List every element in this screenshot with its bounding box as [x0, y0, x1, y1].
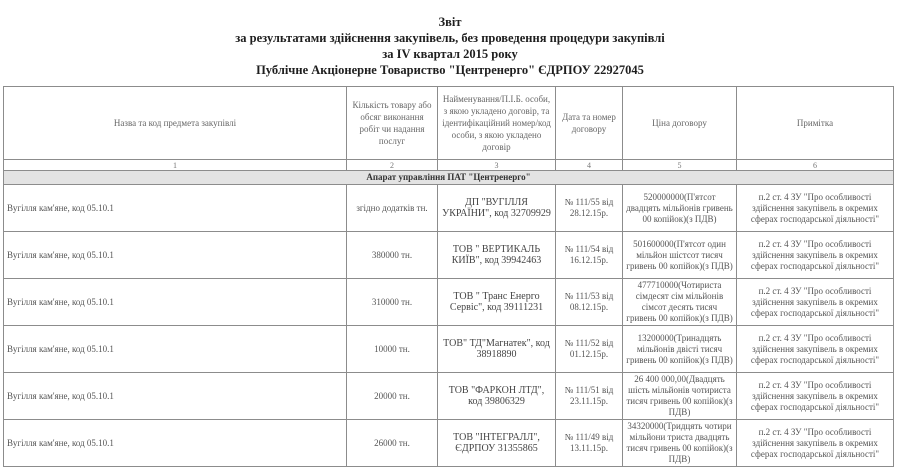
note-cell: п.2 ст. 4 ЗУ "Про особливості здійснення закупівель в окремих сферах господарської діяльності"	[737, 420, 894, 467]
quantity-cell: 26000 тн.	[347, 420, 438, 467]
column-number: 2	[347, 160, 438, 171]
column-number: 1	[4, 160, 347, 171]
quantity-cell: 380000 тн.	[347, 232, 438, 279]
table-row	[4, 420, 894, 467]
column-header-note: Примітка	[737, 87, 894, 160]
price-cell: 477710000(Чотириста сімдесят сім мільйонів сімсот десять тисяч гривень 00 копійок)(з ПДВ)	[623, 279, 737, 326]
quantity-cell: 310000 тн.	[347, 279, 438, 326]
table-row	[4, 373, 894, 420]
table-row	[4, 326, 894, 373]
column-header-contract: Дата та номер договору	[556, 87, 623, 160]
section-title: Апарат управління ПАТ "Центренерго"	[4, 171, 894, 185]
counterparty-cell: ДП "ВУГІЛЛЯ УКРАЇНИ", код 32709929	[438, 185, 556, 232]
column-number: 6	[737, 160, 894, 171]
report-organization: Публічне Акціонерне Товариство "Центренерго" ЄДРПОУ 22927045	[256, 63, 644, 77]
contract-cell: № 111/52 від 01.12.15р.	[556, 326, 623, 373]
contract-cell: № 111/54 від 16.12.15р.	[556, 232, 623, 279]
report-subtitle: за результатами здійснення закупівель, без проведення процедури закупівлі	[235, 31, 665, 45]
note-cell: п.2 ст. 4 ЗУ "Про особливості здійснення закупівель в окремих сферах господарської діяльності"	[737, 232, 894, 279]
contract-cell: № 111/53 від 08.12.15р.	[556, 279, 623, 326]
note-cell: п.2 ст. 4 ЗУ "Про особливості здійснення закупівель в окремих сферах господарської діяльності"	[737, 373, 894, 420]
counterparty-cell: ТОВ "ФАРКОН ЛТД", код 39806329	[438, 373, 556, 420]
quantity-cell: 20000 тн.	[347, 373, 438, 420]
report-period: за IV квартал 2015 року	[382, 47, 518, 61]
table-row	[4, 185, 894, 232]
counterparty-cell: ТОВ" ТД"Магнатек", код 38918890	[438, 326, 556, 373]
item-name-cell: Вугілля кам'яне, код 05.10.1	[4, 279, 347, 326]
section-row	[4, 171, 894, 185]
contract-cell: № 111/51 від 23.11.15р.	[556, 373, 623, 420]
procurement-table	[3, 86, 894, 467]
contract-cell: № 111/55 від 28.12.15р.	[556, 185, 623, 232]
column-number: 4	[556, 160, 623, 171]
table-header-row	[4, 87, 894, 160]
price-cell: 26 400 000,00(Двадцять шість мільйонів чотириста тисяч гривень 00 копійок)(з ПДВ)	[623, 373, 737, 420]
quantity-cell: згідно додатків тн.	[347, 185, 438, 232]
column-number: 5	[623, 160, 737, 171]
column-header-price: Ціна договору	[623, 87, 737, 160]
quantity-cell: 10000 тн.	[347, 326, 438, 373]
column-header-quantity: Кількість товару або обсяг виконання робіт чи надання послуг	[347, 87, 438, 160]
note-cell: п.2 ст. 4 ЗУ "Про особливості здійснення закупівель в окремих сферах господарської діяльності"	[737, 326, 894, 373]
counterparty-cell: ТОВ "ІНТЕГРАЛЛ", ЄДРПОУ 31355865	[438, 420, 556, 467]
item-name-cell: Вугілля кам'яне, код 05.10.1	[4, 326, 347, 373]
counterparty-cell: ТОВ " Транс Енерго Сервіс", код 39111231	[438, 279, 556, 326]
item-name-cell: Вугілля кам'яне, код 05.10.1	[4, 420, 347, 467]
item-name-cell: Вугілля кам'яне, код 05.10.1	[4, 185, 347, 232]
table-row	[4, 279, 894, 326]
price-cell: 501600000(П'ятсот один мільйон шістсот тисяч гривень 00 копійок)(з ПДВ)	[623, 232, 737, 279]
column-number: 3	[438, 160, 556, 171]
note-cell: п.2 ст. 4 ЗУ "Про особливості здійснення закупівель в окремих сферах господарської діяльності"	[737, 185, 894, 232]
report-title: Звіт	[438, 15, 462, 29]
column-header-counterparty: Найменування/П.І.Б. особи, з якою укладено договір, та ідентифікаційний номер/код особи, з якою укладено договір	[438, 87, 556, 160]
column-header-item: Назва та код предмета закупівлі	[4, 87, 347, 160]
table-row	[4, 232, 894, 279]
counterparty-cell: ТОВ " ВЕРТИКАЛЬ КИЇВ", код 39942463	[438, 232, 556, 279]
price-cell: 520000000(П'ятсот двадцять мільйонів гривень 00 копійок)(з ПДВ)	[623, 185, 737, 232]
report-header	[0, 0, 900, 78]
column-number-row	[4, 160, 894, 171]
price-cell: 34320000(Тридцять чотири мільйони триста двадцять тисяч гривень 00 копійок)(з ПДВ)	[623, 420, 737, 467]
item-name-cell: Вугілля кам'яне, код 05.10.1	[4, 373, 347, 420]
contract-cell: № 111/49 від 13.11.15р.	[556, 420, 623, 467]
item-name-cell: Вугілля кам'яне, код 05.10.1	[4, 232, 347, 279]
note-cell: п.2 ст. 4 ЗУ "Про особливості здійснення закупівель в окремих сферах господарської діяльності"	[737, 279, 894, 326]
price-cell: 13200000(Тринадцять мільйонів двісті тисяч гривень 00 копійок)(з ПДВ)	[623, 326, 737, 373]
